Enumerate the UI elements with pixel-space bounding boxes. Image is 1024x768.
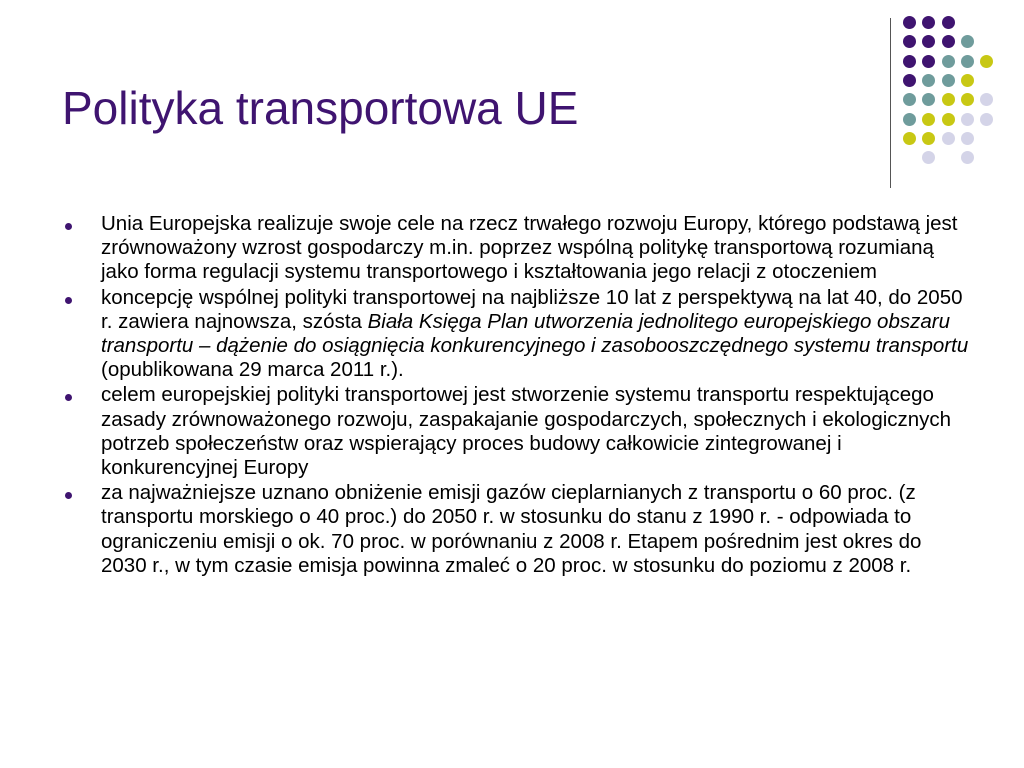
decorative-dot bbox=[922, 113, 935, 126]
decorative-dot bbox=[961, 35, 974, 48]
decorative-dot bbox=[961, 151, 974, 164]
bullet-item bbox=[62, 383, 972, 480]
decorative-dot bbox=[961, 113, 974, 126]
decorative-dot bbox=[922, 16, 935, 29]
decorative-dot bbox=[903, 16, 916, 29]
decorative-dot bbox=[961, 93, 974, 106]
decorative-dot bbox=[942, 35, 955, 48]
decorative-dot bbox=[961, 55, 974, 68]
decorative-dot bbox=[961, 132, 974, 145]
decorative-dot bbox=[903, 74, 916, 87]
decorative-dot bbox=[980, 93, 993, 106]
decorative-dot bbox=[942, 132, 955, 145]
decorative-dot bbox=[942, 93, 955, 106]
bullet-text-italic: Biała Księga Plan utworzenia jednolitego europejskiego obszaru transportu – dążenie do osiągnięcia konkurencyjnego i zasobooszczędnego systemu transportu bbox=[101, 309, 969, 358]
decorative-dot bbox=[903, 93, 916, 106]
decorative-dot bbox=[903, 113, 916, 126]
decorative-dot bbox=[942, 74, 955, 87]
decorative-dot bbox=[961, 74, 974, 87]
decorative-dot bbox=[903, 55, 916, 68]
bullet-text: celem europejskiej polityki transportowej jest stworzenie systemu transportu respektującego zasady zrównoważonego rozwoju, zaspakajanie gospodarczych, społecznych i ekologicznych potrzeb społeczeństw oraz wspierający proces budowy całkowicie zintegrowanej i konkurencyjnej Europy bbox=[101, 383, 952, 480]
bullet-list bbox=[62, 212, 972, 579]
decorative-dot bbox=[922, 74, 935, 87]
decorative-dot bbox=[922, 55, 935, 68]
bullet-item bbox=[62, 212, 972, 285]
bullet-text: koncepcję wspólnej polityki transportowej na najbliższe 10 lat z perspektywą na lat 40, do 2050 r. zawiera najnowsza, szósta bbox=[101, 285, 963, 333]
decorative-dot bbox=[903, 132, 916, 145]
bullet-item bbox=[62, 481, 972, 578]
slide-title: Polityka transportowa UE bbox=[62, 82, 579, 134]
decorative-dot bbox=[942, 113, 955, 126]
bullet-text: za najważniejsze uznano obniżenie emisji gazów cieplarnianych z transportu o 60 proc. (z transportu morskiego o 40 proc.) do 2050 r. w stosunku do stanu z 1990 r. - odpowiada to ograniczeniu emisji o ok. 70 proc. w porównaniu z 2008 r. Etapem pośrednim jest okres do 2030 r., w tym czasie emisja powinna zmaleć o 20 proc. w stosunku do poziomu z 2008 r. bbox=[101, 481, 922, 577]
decorative-dot bbox=[980, 55, 993, 68]
decorative-dot bbox=[942, 55, 955, 68]
bullet-text: (opublikowana 29 marca 2011 r.). bbox=[101, 358, 404, 382]
decorative-dot bbox=[922, 93, 935, 106]
decorative-dot bbox=[903, 35, 916, 48]
decorative-dot bbox=[922, 132, 935, 145]
decorative-dot-grid bbox=[0, 0, 1024, 200]
decorative-dot bbox=[922, 35, 935, 48]
decorative-dot bbox=[980, 113, 993, 126]
bullet-item bbox=[62, 286, 972, 383]
bullet-text: Unia Europejska realizuje swoje cele na rzecz trwałego rozwoju Europy, którego podstawą jest zrównoważony wzrost gospodarczy m.in. poprzez wspólną politykę transportową rozumianą jako forma regulacji systemu transportowego i kształtowania jego relacji z otoczeniem bbox=[101, 212, 958, 284]
decorative-dot bbox=[942, 16, 955, 29]
decorative-dot bbox=[922, 151, 935, 164]
